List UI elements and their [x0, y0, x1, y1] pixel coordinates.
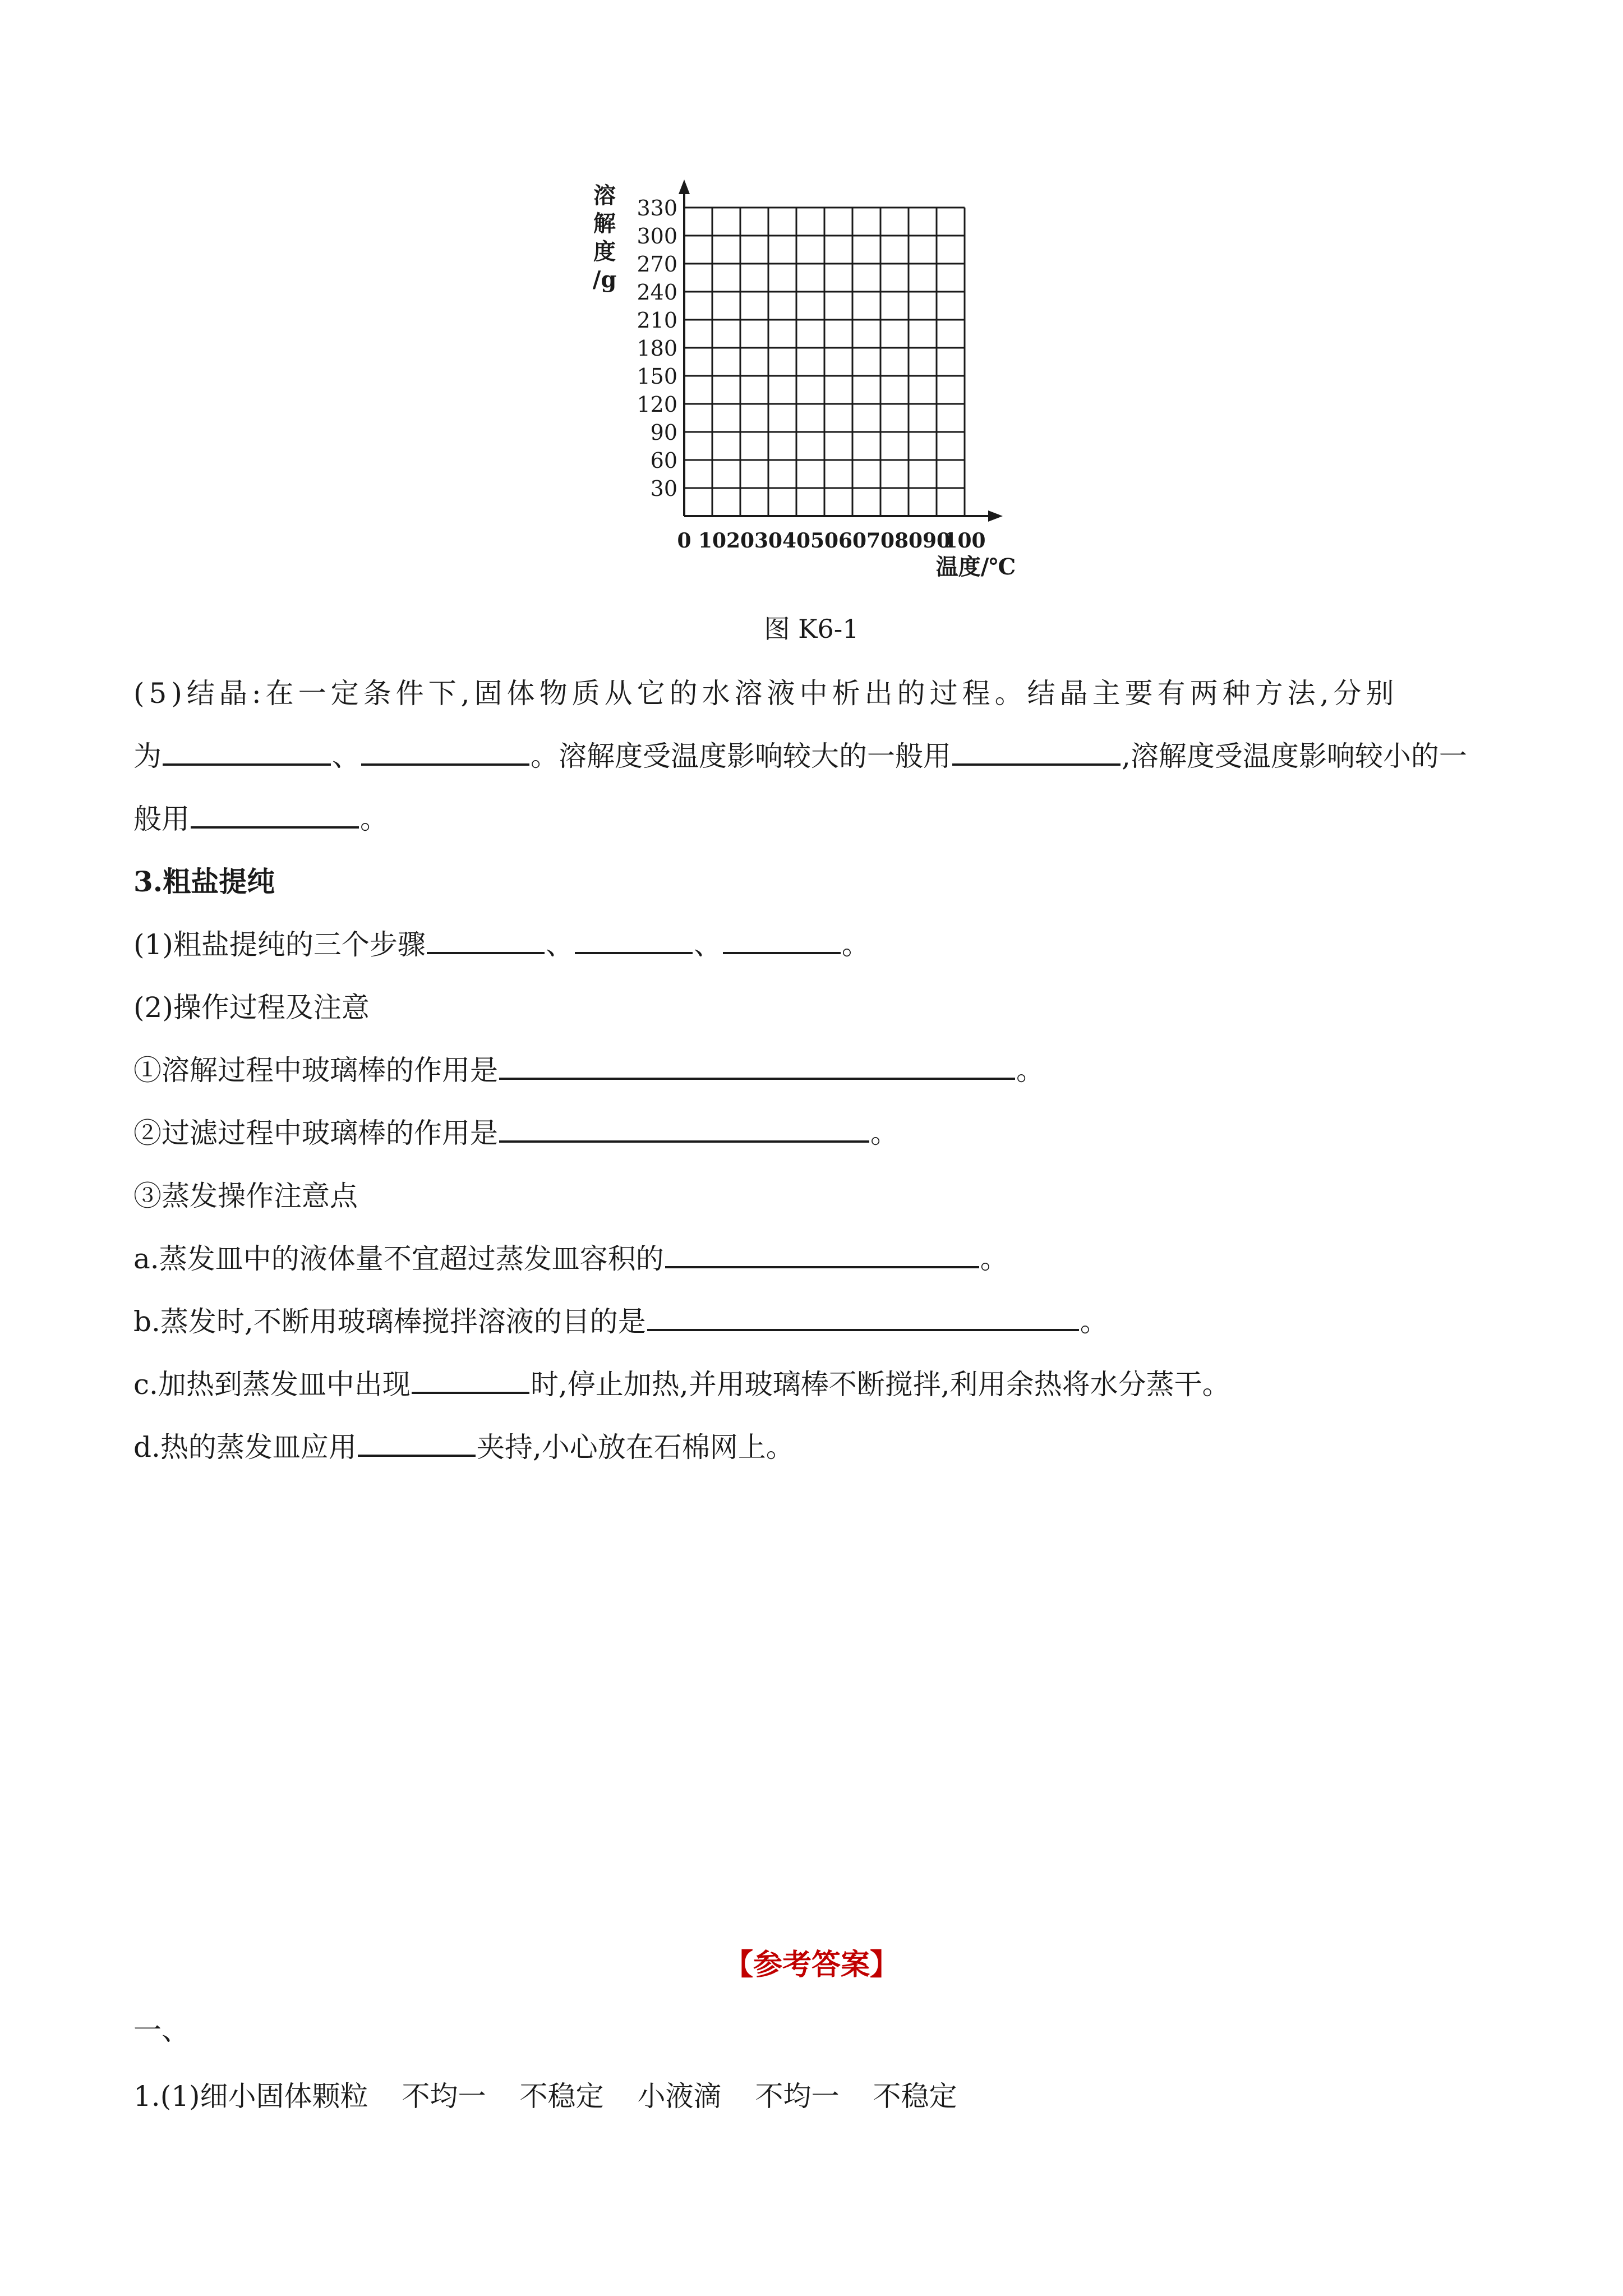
text: 般用 — [133, 803, 190, 835]
answer-text: 小液滴 — [637, 2080, 722, 2113]
y-tick-label: 180 — [637, 336, 677, 361]
x-tick-label: 20 — [726, 529, 755, 553]
y-tick-label: 60 — [650, 448, 677, 473]
q2-line: (2)操作过程及注意 — [133, 991, 370, 1024]
y-tick-label: 240 — [637, 280, 677, 305]
solubility-chart — [583, 174, 1049, 578]
answer-blank[interactable] — [647, 1302, 1079, 1331]
text: 。溶解度受温度影响较大的一般用 — [531, 740, 951, 772]
text: 为 — [133, 740, 162, 772]
y-tick-label: 30 — [650, 476, 677, 501]
answer-text: 不稳定 — [519, 2080, 604, 2113]
text: d.热的蒸发皿应用 — [133, 1431, 357, 1464]
answer-blank[interactable] — [499, 1051, 1015, 1080]
y-tick-label: 300 — [637, 224, 677, 249]
text: 、 — [545, 928, 574, 961]
answer-blank[interactable] — [163, 737, 331, 766]
item2-line — [133, 1102, 1491, 1165]
text: 。 — [1080, 1305, 1108, 1338]
y-tick-label: 270 — [637, 252, 677, 277]
text: b.蒸发时,不断用玻璃棒搅拌溶液的目的是 — [133, 1305, 646, 1338]
answer-blank[interactable] — [412, 1365, 529, 1394]
answer-text: 1.(1)细小固体颗粒 — [133, 2080, 368, 2113]
section5-line3 — [133, 788, 1491, 850]
text: a.蒸发皿中的液体量不宜超过蒸发皿容积的 — [133, 1243, 664, 1275]
answer-blank[interactable] — [665, 1239, 979, 1268]
text: (1)粗盐提纯的三个步骤 — [133, 928, 426, 961]
y-axis-label: /g — [592, 266, 617, 293]
text: 。 — [360, 803, 388, 835]
solubility-grid-chart — [583, 174, 1049, 578]
text: 夹持,小心放在石棉网上。 — [476, 1431, 794, 1464]
y-axis-label: 解 — [593, 210, 616, 237]
item-d-line — [133, 1416, 1491, 1479]
answer-text: 不均一 — [402, 2080, 486, 2113]
answer-text: 不均一 — [755, 2080, 840, 2113]
answer-key — [133, 1997, 1491, 2129]
q1-line — [133, 913, 1491, 976]
text: 。 — [841, 928, 870, 961]
x-tick-label: 80 — [894, 529, 923, 553]
section3-heading: 3.粗盐提纯 — [133, 865, 275, 898]
item-b-line — [133, 1290, 1491, 1353]
y-tick-label: 90 — [650, 420, 677, 445]
x-tick-label: 90 — [922, 529, 951, 553]
y-axis-label: 溶 — [593, 182, 616, 209]
y-tick-label: 210 — [637, 308, 677, 333]
text: ①溶解过程中玻璃棒的作用是 — [133, 1054, 498, 1087]
y-axis-label: 度 — [593, 238, 616, 265]
x-tick-label: 30 — [754, 529, 783, 553]
worksheet-body — [133, 662, 1491, 1479]
answer-part: 一、 — [133, 2014, 190, 2046]
answer-blank[interactable] — [499, 1114, 869, 1143]
text: 时,停止加热,并用玻璃棒不断搅拌,利用余热将水分蒸干。 — [530, 1368, 1230, 1401]
item1-line — [133, 1039, 1491, 1102]
text: 。 — [980, 1243, 1008, 1275]
x-axis-arrow — [988, 510, 1003, 522]
answer-line-1 — [133, 2063, 1491, 2129]
answer-blank[interactable] — [575, 925, 693, 954]
x-tick-label: 40 — [782, 529, 811, 553]
x-tick-label: 0 — [677, 529, 691, 553]
x-tick-label: 100 — [943, 529, 986, 553]
x-tick-label: 70 — [866, 529, 895, 553]
y-tick-label: 330 — [637, 196, 677, 220]
item3-line: ③蒸发操作注意点 — [133, 1180, 358, 1212]
y-tick-label: 120 — [637, 392, 677, 417]
y-tick-label: 150 — [637, 364, 677, 389]
item-a-line — [133, 1227, 1491, 1290]
section5-line2 — [133, 725, 1491, 788]
answer-key-title: 【参考答案】 — [723, 1948, 899, 1982]
y-axis-arrow — [679, 180, 690, 194]
answer-blank[interactable] — [952, 737, 1121, 766]
item-c-line — [133, 1353, 1491, 1416]
text: 、 — [693, 928, 722, 961]
text: 。 — [1016, 1054, 1044, 1087]
text: ②过滤过程中玻璃棒的作用是 — [133, 1117, 498, 1149]
text: ,溶解度受温度影响较小的一 — [1122, 740, 1467, 772]
answer-blank[interactable] — [427, 925, 545, 954]
text: 、 — [332, 740, 360, 772]
section5-line1: (5)结晶:在一定条件下,固体物质从它的水溶液中析出的过程。结晶主要有两种方法,分别 — [133, 677, 1399, 710]
answer-blank[interactable] — [358, 1428, 476, 1457]
answer-blank[interactable] — [191, 799, 359, 829]
figure-caption: 图 K6-1 — [764, 614, 859, 644]
answer-text: 不稳定 — [873, 2080, 957, 2113]
x-tick-label: 60 — [838, 529, 867, 553]
text: 。 — [870, 1117, 898, 1149]
x-axis-label: 温度/℃ — [935, 554, 1016, 578]
x-tick-label: 50 — [810, 529, 839, 553]
text: c.加热到蒸发皿中出现 — [133, 1368, 411, 1401]
answer-blank[interactable] — [723, 925, 841, 954]
answer-blank[interactable] — [361, 737, 529, 766]
x-tick-label: 10 — [698, 529, 727, 553]
